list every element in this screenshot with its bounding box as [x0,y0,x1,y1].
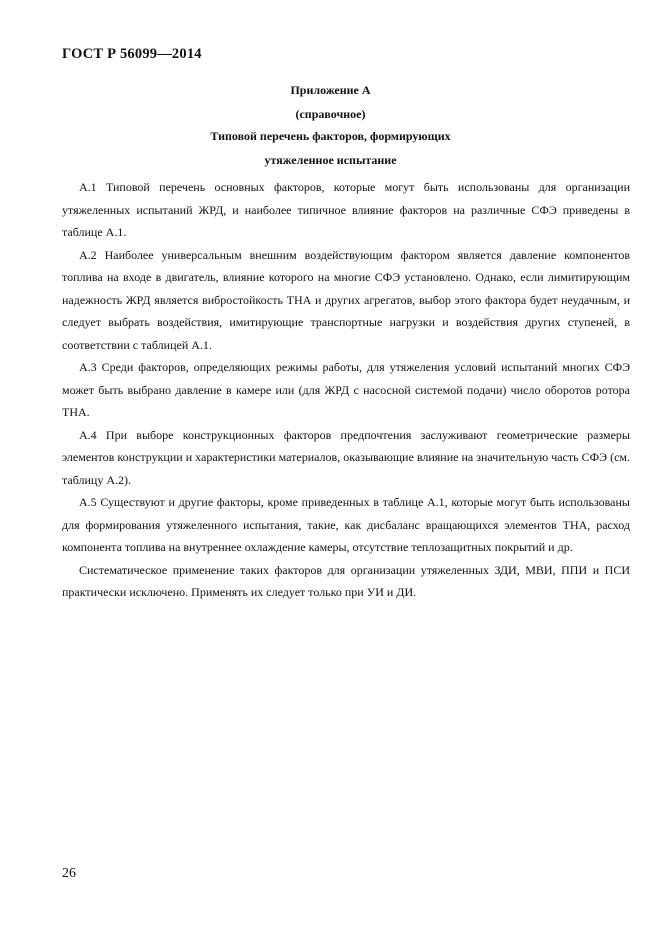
paragraph-a5: А.5 Существуют и другие факторы, кроме приведенных в таблице А.1, которые могут быть использованы для формирования утяжеленного испытания, такие, как дисбаланс вращающихся элементов ТНА, расход компонента топлива на внутреннее охлаждение камеры, отсутствие теплозащитных покрытий и др. [62,495,630,554]
annex-title: Приложение А [290,83,371,97]
paragraph-conclusion: Систематическое применение таких факторов для организации утяжеленных ЗДИ, МВИ, ППИ и ПСИ практически исключено. Применять их следует только при УИ и ДИ. [62,562,630,599]
paragraph-a4: А.4 При выборе конструкционных факторов предпочтения заслуживают геометрические размеры элементов конструкции и характеристики материалов, оказывающие влияние на значительную часть СФЭ (см. таблицу А.2). [62,427,630,487]
document-code-header: ГОСТ Р 56099—2014 [62,46,202,62]
annex-status: (справочное) [295,107,366,121]
paragraph-a3: А.3 Среди факторов, определяющих режимы работы, для утяжеления условий испытаний многих СФЭ может быть выбрано давление в камере или (для ЖРД с насосной системой подачи) число оборотов ротора ТНА. [62,360,630,419]
paragraph-a2: А.2 Наиболее универсальным внешним воздействующим фактором является давление компонентов топлива на входе в двигатель, влияние которого на многие СФЭ установлено. Однако, если лимитирующим надежность ЖРД является вибростойкость ТНА и других агрегатов, выбор этого фактора будет неудачным, и следует выбрать воздействия, имитирующие транспортные нагрузки и воздействия других ступеней, в соответствии с таблицей А.1. [62,247,630,352]
annex-heading-line-1: Типовой перечень факторов, формирующих [210,129,451,143]
body-text [62,176,630,604]
page-number: 26 [62,866,76,881]
paragraph-a1: А.1 Типовой перечень основных факторов, которые могут быть использованы для организации утяжеленных испытаний ЖРД, и наиболее типичное влияние факторов на различные СФЭ приведены в таблице А.1. [62,180,630,239]
annex-heading-line-2: утяжеленное испытание [264,153,397,167]
